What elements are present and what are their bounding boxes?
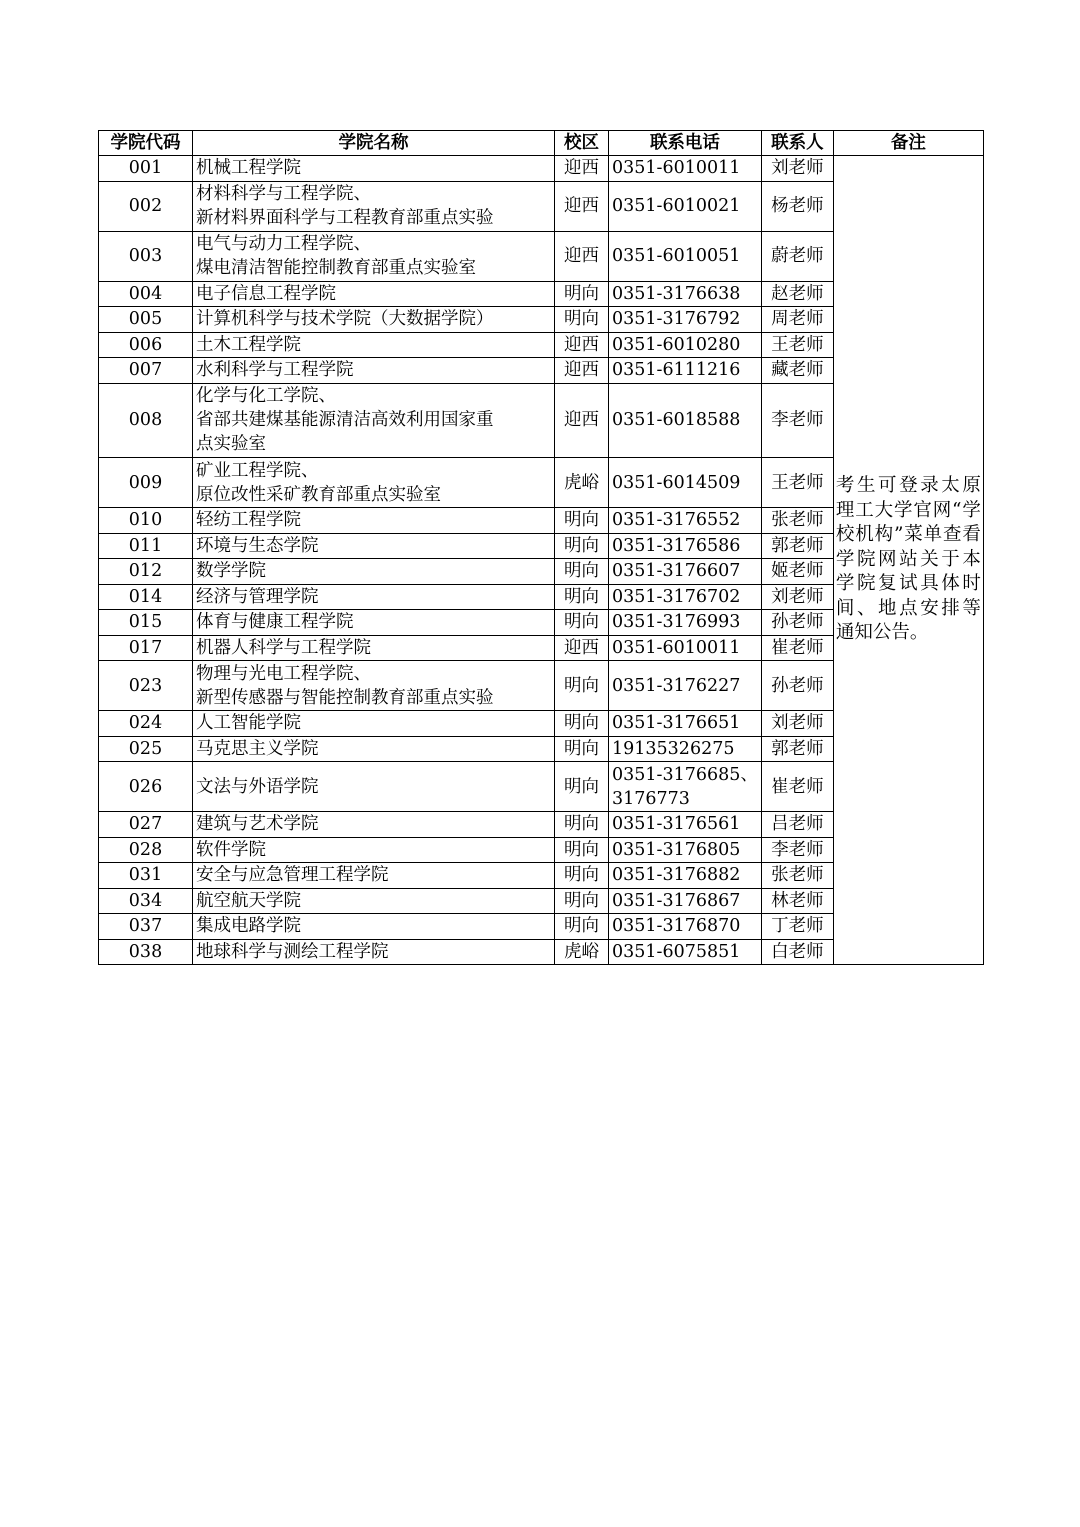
table-body (99, 156, 984, 965)
college-name-line: 化学与化工学院、 (196, 386, 336, 407)
college-name-line: 电子信息工程学院 (196, 283, 336, 304)
college-name-line: 经济与管理学院 (196, 586, 319, 607)
contact-person-cell: 刘老师 (761, 156, 833, 182)
college-code-cell: 010 (99, 508, 193, 534)
college-contact-table (98, 130, 984, 965)
phone-line: 19135326275 (612, 738, 735, 759)
contact-person-cell: 郭老师 (761, 533, 833, 559)
phone-cell (609, 307, 762, 333)
college-name-cell (193, 559, 555, 585)
contact-person-cell: 王老师 (761, 332, 833, 358)
campus-cell: 明向 (555, 508, 609, 534)
campus-cell: 明向 (555, 559, 609, 585)
college-code-cell: 025 (99, 736, 193, 762)
phone-cell (609, 458, 762, 508)
campus-cell: 迎西 (555, 332, 609, 358)
college-name-line: 机械工程学院 (196, 158, 301, 179)
header-remarks: 备注 (833, 131, 983, 156)
college-name-line: 建筑与艺术学院 (196, 814, 319, 835)
phone-line: 0351-6010280 (612, 334, 741, 355)
phone-line: 0351-3176651 (612, 713, 741, 734)
table-row (99, 156, 984, 182)
campus-cell: 迎西 (555, 358, 609, 384)
college-code-cell: 003 (99, 231, 193, 281)
college-name-cell (193, 281, 555, 307)
phone-cell (609, 736, 762, 762)
contact-person-cell: 李老师 (761, 837, 833, 863)
college-name-cell (193, 736, 555, 762)
phone-line: 0351-6010051 (612, 246, 741, 266)
college-name-line: 马克思主义学院 (196, 738, 319, 759)
contact-person-cell: 藏老师 (761, 358, 833, 384)
phone-line: 0351-6075851 (612, 941, 741, 962)
college-name-line: 集成电路学院 (196, 916, 301, 937)
campus-cell: 明向 (555, 736, 609, 762)
college-name-cell (193, 939, 555, 965)
campus-cell: 迎西 (555, 231, 609, 281)
phone-line: 0351-3176702 (612, 586, 741, 607)
contact-person-cell: 丁老师 (761, 914, 833, 940)
college-code-cell: 002 (99, 181, 193, 231)
college-name-cell (193, 181, 555, 231)
phone-cell (609, 508, 762, 534)
contact-person-cell: 崔老师 (761, 635, 833, 661)
college-code-cell: 017 (99, 635, 193, 661)
phone-cell (609, 181, 762, 231)
phone-cell (609, 939, 762, 965)
phone-cell (609, 533, 762, 559)
campus-cell: 迎西 (555, 383, 609, 458)
college-code-cell: 005 (99, 307, 193, 333)
phone-cell (609, 888, 762, 914)
college-name-line: 地球科学与测绘工程学院 (196, 941, 389, 962)
college-name-cell (193, 762, 555, 812)
phone-line: 0351-3176792 (612, 309, 741, 330)
phone-cell (609, 711, 762, 737)
campus-cell: 迎西 (555, 181, 609, 231)
phone-cell (609, 914, 762, 940)
campus-cell: 明向 (555, 281, 609, 307)
phone-line: 3176773 (612, 788, 690, 809)
phone-cell (609, 812, 762, 838)
phone-line: 0351-6018588 (612, 410, 741, 431)
college-name-line: 电气与动力工程学院、 (196, 234, 371, 254)
header-college-code: 学院代码 (99, 131, 193, 156)
contact-person-cell: 张老师 (761, 508, 833, 534)
phone-cell (609, 358, 762, 384)
college-name-line: 安全与应急管理工程学院 (196, 865, 389, 886)
campus-cell: 明向 (555, 812, 609, 838)
contact-person-cell: 白老师 (761, 939, 833, 965)
phone-line: 0351-3176638 (612, 283, 741, 304)
college-code-cell: 023 (99, 661, 193, 711)
campus-cell: 明向 (555, 914, 609, 940)
college-code-cell: 027 (99, 812, 193, 838)
phone-line: 0351-3176227 (612, 675, 741, 696)
phone-line: 0351-3176870 (612, 916, 741, 937)
phone-line: 0351-3176561 (612, 814, 741, 835)
college-code-cell: 015 (99, 610, 193, 636)
campus-cell: 虎峪 (555, 458, 609, 508)
college-name-cell (193, 156, 555, 182)
college-name-cell (193, 584, 555, 610)
college-name-line: 数学学院 (196, 561, 266, 582)
phone-line: 0351-6014509 (612, 472, 741, 493)
college-name-cell (193, 914, 555, 940)
college-name-cell (193, 863, 555, 889)
campus-cell: 明向 (555, 610, 609, 636)
phone-cell (609, 661, 762, 711)
contact-person-cell: 孙老师 (761, 661, 833, 711)
phone-line: 0351-6010011 (612, 158, 741, 179)
college-name-cell (193, 332, 555, 358)
college-name-cell (193, 610, 555, 636)
contact-person-cell: 王老师 (761, 458, 833, 508)
phone-line: 0351-6010011 (612, 637, 741, 658)
contact-person-cell: 赵老师 (761, 281, 833, 307)
college-code-cell: 038 (99, 939, 193, 965)
college-name-line: 环境与生态学院 (196, 535, 319, 556)
campus-cell: 迎西 (555, 156, 609, 182)
phone-line: 0351-3176607 (612, 561, 741, 582)
college-code-cell: 028 (99, 837, 193, 863)
campus-cell: 明向 (555, 762, 609, 812)
phone-line: 0351-3176552 (612, 510, 741, 531)
phone-cell (609, 281, 762, 307)
college-name-line: 航空航天学院 (196, 890, 301, 911)
campus-cell: 迎西 (555, 635, 609, 661)
campus-cell: 虎峪 (555, 939, 609, 965)
college-name-cell (193, 533, 555, 559)
college-code-cell: 008 (99, 383, 193, 458)
college-name-line: 水利科学与工程学院 (196, 360, 354, 381)
college-code-cell: 034 (99, 888, 193, 914)
campus-cell: 明向 (555, 584, 609, 610)
college-name-cell (193, 888, 555, 914)
college-name-cell (193, 635, 555, 661)
contact-person-cell: 李老师 (761, 383, 833, 458)
remarks-note-cell: 考生可登录太原理工大学官网“学校机构”菜单查看学院网站关于本学院复试具体时间、地点安排等通知公告。 (833, 156, 983, 965)
college-code-cell: 014 (99, 584, 193, 610)
campus-cell: 明向 (555, 533, 609, 559)
college-name-line: 计算机科学与技术学院（大数据学院） (196, 309, 494, 330)
college-code-cell: 026 (99, 762, 193, 812)
college-name-cell (193, 231, 555, 281)
contact-person-cell: 刘老师 (761, 711, 833, 737)
phone-line: 0351-6010021 (612, 196, 741, 216)
college-name-cell (193, 358, 555, 384)
college-name-cell (193, 812, 555, 838)
college-name-line: 新材料界面科学与工程教育部重点实验 (196, 208, 494, 228)
college-name-line: 软件学院 (196, 839, 266, 860)
header-campus: 校区 (555, 131, 609, 156)
phone-line: 0351-3176882 (612, 865, 741, 886)
header-college-name: 学院名称 (193, 131, 555, 156)
college-name-line: 点实验室 (196, 434, 266, 455)
campus-cell: 明向 (555, 711, 609, 737)
contact-person-cell: 刘老师 (761, 584, 833, 610)
college-code-cell: 007 (99, 358, 193, 384)
college-name-cell (193, 711, 555, 737)
phone-line: 0351-3176993 (612, 612, 741, 633)
college-name-cell (193, 508, 555, 534)
phone-cell (609, 610, 762, 636)
college-name-line: 原位改性采矿教育部重点实验室 (196, 484, 441, 505)
college-code-cell: 012 (99, 559, 193, 585)
college-name-line: 机器人科学与工程学院 (196, 637, 371, 658)
campus-cell: 明向 (555, 661, 609, 711)
contact-person-cell: 周老师 (761, 307, 833, 333)
phone-cell (609, 584, 762, 610)
contact-person-cell: 郭老师 (761, 736, 833, 762)
college-name-line: 体育与健康工程学院 (196, 612, 354, 633)
college-name-line: 土木工程学院 (196, 334, 301, 355)
contact-person-cell: 崔老师 (761, 762, 833, 812)
header-contact: 联系人 (761, 131, 833, 156)
college-name-line: 人工智能学院 (196, 713, 301, 734)
college-name-line: 物理与光电工程学院、 (196, 663, 371, 684)
college-code-cell: 004 (99, 281, 193, 307)
phone-cell (609, 156, 762, 182)
college-name-cell (193, 307, 555, 333)
campus-cell: 明向 (555, 888, 609, 914)
college-name-line: 矿业工程学院、 (196, 460, 319, 481)
college-name-line: 轻纺工程学院 (196, 510, 301, 531)
phone-cell (609, 837, 762, 863)
campus-cell: 明向 (555, 837, 609, 863)
phone-cell (609, 383, 762, 458)
college-code-cell: 037 (99, 914, 193, 940)
phone-line: 0351-3176867 (612, 890, 741, 911)
campus-cell: 明向 (555, 863, 609, 889)
college-name-line: 新型传感器与智能控制教育部重点实验 (196, 687, 494, 708)
phone-cell (609, 231, 762, 281)
campus-cell: 明向 (555, 307, 609, 333)
college-code-cell: 006 (99, 332, 193, 358)
phone-line: 0351-6111216 (612, 360, 741, 381)
phone-cell (609, 762, 762, 812)
college-name-cell (193, 837, 555, 863)
college-code-cell: 031 (99, 863, 193, 889)
phone-line: 0351-3176805 (612, 839, 741, 860)
contact-person-cell: 林老师 (761, 888, 833, 914)
contact-person-cell: 姬老师 (761, 559, 833, 585)
college-name-line: 材料科学与工程学院、 (196, 184, 371, 204)
college-code-cell: 024 (99, 711, 193, 737)
phone-cell (609, 559, 762, 585)
college-name-line: 省部共建煤基能源清洁高效利用国家重 (196, 410, 494, 431)
header-phone: 联系电话 (609, 131, 762, 156)
contact-person-cell: 杨老师 (761, 181, 833, 231)
college-name-line: 文法与外语学院 (196, 776, 319, 797)
contact-person-cell: 吕老师 (761, 812, 833, 838)
table-header-row (99, 131, 984, 156)
phone-cell (609, 332, 762, 358)
contact-person-cell: 孙老师 (761, 610, 833, 636)
college-code-cell: 009 (99, 458, 193, 508)
phone-line: 0351-3176685、 (612, 764, 758, 785)
college-name-cell (193, 458, 555, 508)
phone-cell (609, 635, 762, 661)
college-name-line: 煤电清洁智能控制教育部重点实验室 (196, 258, 476, 278)
college-code-cell: 001 (99, 156, 193, 182)
contact-person-cell: 蔚老师 (761, 231, 833, 281)
college-name-cell (193, 383, 555, 458)
college-code-cell: 011 (99, 533, 193, 559)
phone-line: 0351-3176586 (612, 535, 741, 556)
phone-cell (609, 863, 762, 889)
college-name-cell (193, 661, 555, 711)
contact-person-cell: 张老师 (761, 863, 833, 889)
